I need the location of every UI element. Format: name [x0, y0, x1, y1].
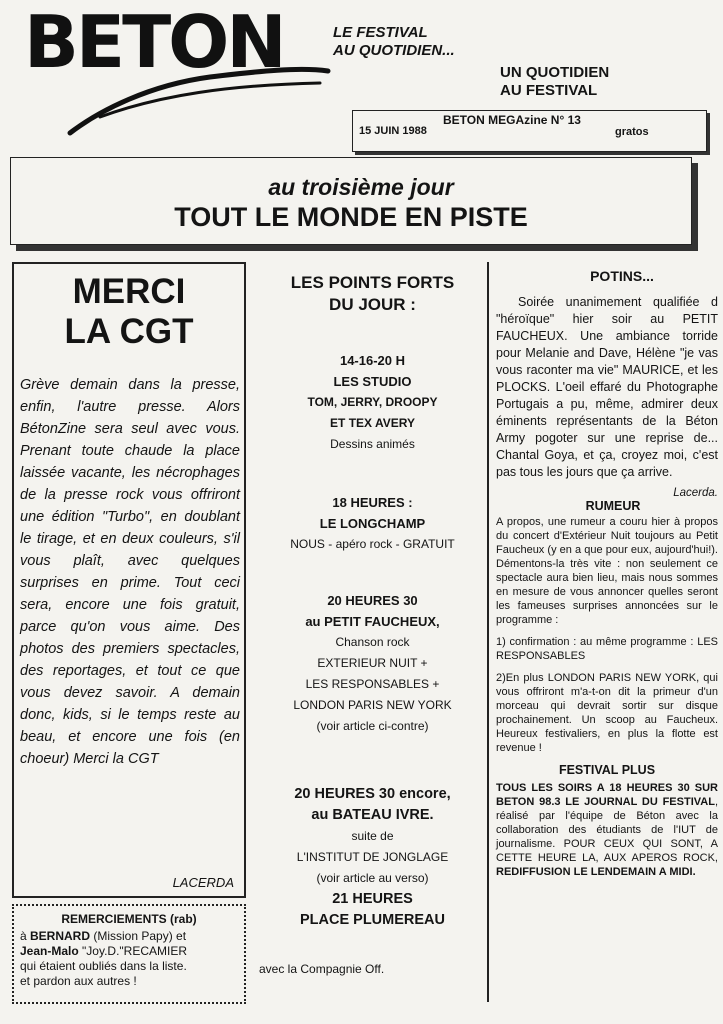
- issue-price: gratos: [615, 126, 649, 138]
- thanks-box: [12, 904, 246, 1004]
- event-detail: TOM, JERRY, DROOPY: [307, 395, 438, 409]
- program-column: [255, 272, 490, 976]
- tagline-line: AU QUOTIDIEN...: [333, 42, 455, 59]
- festival-plus-title: FESTIVAL PLUS: [558, 763, 656, 777]
- rumeur-paragraph: A propos, une rumeur a couru hier à propos du concert d'Extérieur Nuit toujours au Petit Faucheux (y en a que pour eux, aujourd'hui!). Démentons-la très vite : non seulement ce spectacle aura bien lieu, mais nous sommes en mesure de vous annoncer quelles seront les fameuses surprises annoncées sur le programme :: [496, 516, 718, 626]
- event-place: au BATEAU IVRE.: [311, 807, 434, 823]
- program-title-line: DU JOUR :: [329, 295, 416, 314]
- program-title-line: LES POINTS FORTS: [290, 273, 455, 292]
- program-event: [255, 590, 490, 737]
- program-title: [255, 272, 490, 316]
- subtitle-line: AU FESTIVAL: [500, 82, 598, 99]
- thanks-text: "Joy.D."RECAMIER: [78, 944, 187, 958]
- merci-title: [14, 272, 244, 352]
- thanks-line: qui étaient oubliés dans la liste.: [20, 959, 187, 973]
- thanks-line: [20, 944, 238, 959]
- event-detail: (voir article ci-contre): [316, 719, 429, 733]
- subtitle-line: UN QUOTIDIEN: [500, 64, 610, 81]
- merci-title-line: MERCI: [72, 272, 186, 311]
- event-detail: Dessins animés: [330, 437, 415, 451]
- event-time: 20 HEURES 30: [327, 593, 418, 608]
- event-detail: avec la Compagnie Off.: [259, 962, 385, 976]
- event-detail: LES RESPONSABLES +: [305, 677, 440, 691]
- potins-body: Soirée unanimement qualifiée d "héroïque" hier soir au PETIT FAUCHEUX. Une ambiance torride pour Melanie and Dave, Hélène "je vas vous raconter ma vie" MAURICE, et les PLOCKS. L'oeil effaré du Photographe Portugais a pu, même, admirer deux éminents représentants de la Béton Army pogoter sur une reprise de... Chantal Goya, et ça, croyez moi, c'est pas tous les jours que ça arrive.: [496, 295, 718, 479]
- right-column: [496, 268, 718, 879]
- event-detail: EXTERIEUR NUIT +: [317, 656, 428, 670]
- event-time: 21 HEURES: [332, 891, 413, 907]
- issue-number: BETON MEGAzine N° 13: [443, 113, 581, 127]
- program-event: [255, 350, 490, 455]
- festival-plus-tail: REDIFFUSION LE LENDEMAIN A MIDI.: [496, 866, 696, 878]
- event-place: au PETIT FAUCHEUX,: [305, 614, 440, 629]
- potins-signature: Lacerda.: [673, 487, 718, 499]
- rumeur-title: RUMEUR: [585, 499, 641, 513]
- logo-swoosh-icon: [60, 55, 340, 140]
- event-time: 14-16-20 H: [339, 353, 406, 368]
- event-detail: ET TEX AVERY: [330, 416, 415, 430]
- headline-title: TOUT LE MONDE EN PISTE: [174, 202, 528, 232]
- event-detail: (voir article au verso): [316, 871, 429, 885]
- masthead-logo: BETON: [24, 0, 284, 84]
- potins-title: POTINS...: [590, 268, 654, 284]
- tagline-line: LE FESTIVAL: [333, 24, 428, 41]
- merci-signature: LACERDA: [172, 875, 234, 890]
- rumeur-body: [496, 515, 718, 755]
- issue-date: 15 JUIN 1988: [359, 125, 427, 137]
- thanks-text: à: [20, 929, 31, 943]
- issue-bar: [352, 110, 707, 152]
- merci-article: [12, 262, 246, 898]
- festival-plus-lead: TOUS LES SOIRS A 18 HEURES 30 SUR BETON 98.3 LE JOURNAL DU FESTIVAL: [496, 782, 718, 808]
- thanks-title: REMERCIEMENTS (rab): [61, 912, 197, 926]
- thanks-text: (Mission Papy) et: [90, 929, 187, 943]
- event-detail: LONDON PARIS NEW YORK: [293, 698, 452, 712]
- event-place: LE LONGCHAMP: [319, 516, 426, 531]
- event-detail: Chanson rock: [335, 635, 410, 649]
- festival-plus-body: [496, 781, 718, 879]
- event-place: LES STUDIO: [333, 374, 412, 389]
- event-time: 20 HEURES 30 encore,: [294, 786, 451, 802]
- masthead-tagline: [333, 24, 455, 60]
- program-event: [255, 784, 490, 931]
- thanks-person: Jean-Malo: [20, 944, 79, 958]
- festival-plus-text: , réalisé par l'équipe de Béton avec la collaboration des étudiants de l'IUT de journalisme. POUR CEUX QUI SONT, A CETTE HEURE LA, AUX APEROS ROCK,: [496, 796, 718, 864]
- event-time: 18 HEURES :: [332, 495, 413, 510]
- event-place: PLACE PLUMEREAU: [299, 912, 445, 928]
- masthead-subtitle: [500, 64, 609, 100]
- thanks-person: BERNARD: [30, 929, 91, 943]
- headline-kicker: au troisième jour: [268, 174, 454, 200]
- rumeur-paragraph: 1) confirmation : au même programme : LES RESPONSABLES: [496, 636, 718, 662]
- merci-body: Grève demain dans la presse, enfin, l'autre presse. Alors BétonZine sera seul avec vous. Prenant toute chaude la place laissée vacante, les nécrophages de la presse rock vous offriront une édition "Turbo", en doublant le tirage, et en deux couleurs, s'il vous plaît, avec quelques surprises en prime. Tout ceci sera, encore une fois gratuit, parce qu'on vous aime. Des photos des premiers spectacles, des reportages, et tout ce que vous devez savoir. A demain donc, kids, si le temps reste au beau, et encore une fois (en choeur) Merci la CGT: [20, 377, 240, 767]
- rumeur-paragraph: 2)En plus LONDON PARIS NEW YORK, qui vous offriront m'a-t-on dit la primeur d'un morceau qui devrait sortir sur disque prochainement. Un scoop au Faucheux. Heureux festivaliers, en plus la flotte est revenue !: [496, 672, 718, 754]
- event-detail: suite de: [351, 829, 394, 843]
- thanks-line: [20, 929, 238, 944]
- event-detail: NOUS - apéro rock - GRATUIT: [290, 537, 455, 551]
- column-divider: [487, 262, 489, 1002]
- headline-banner: [10, 157, 692, 245]
- thanks-line: et pardon aux autres !: [20, 974, 137, 988]
- event-detail: L'INSTITUT DE JONGLAGE: [296, 850, 449, 864]
- program-event: [255, 492, 490, 555]
- merci-title-line: LA CGT: [64, 312, 194, 351]
